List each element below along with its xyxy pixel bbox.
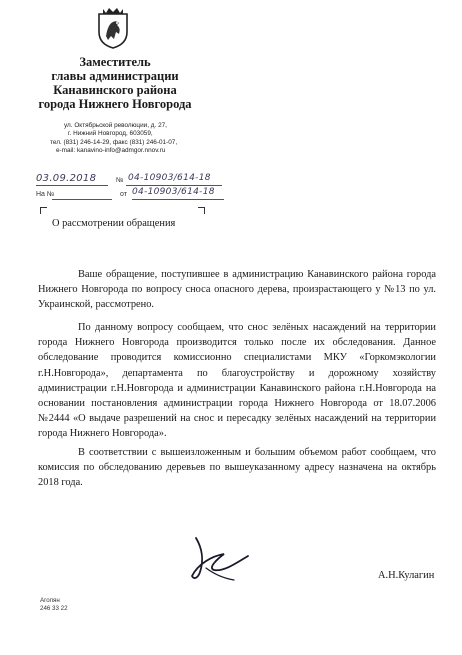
executor-phone: 246 33 22 bbox=[40, 604, 68, 612]
subject-bracket-right bbox=[198, 207, 205, 214]
subject-bracket-left bbox=[40, 207, 47, 214]
registration-number-label: № bbox=[116, 177, 124, 184]
underline bbox=[126, 185, 222, 186]
address-line: e-mail: kanavino-info@admgor.nnov.ru bbox=[56, 147, 166, 155]
handwritten-signature bbox=[178, 528, 258, 588]
reference-label: На № bbox=[36, 191, 55, 198]
registration-number: 04-10903/614-18 bbox=[128, 173, 211, 183]
coat-of-arms-icon bbox=[96, 6, 130, 50]
letterhead-line: города Нижнего Новгорода bbox=[38, 97, 192, 111]
reference-value: 04-10903/614-18 bbox=[132, 187, 215, 197]
address-line: г. Нижний Новгород, 603059, bbox=[68, 130, 153, 138]
registration-date: 03.09.2018 bbox=[36, 173, 97, 184]
underline bbox=[132, 199, 224, 200]
subject-line: О рассмотрении обращения bbox=[52, 218, 176, 229]
paragraph: В соответствии с вышеизложенным и большим объемом работ сообщаем, что комиссия по обследованию деревьев по вышеуказанному адресу назначена на октябрь 2018 года. bbox=[38, 447, 436, 489]
address-line: тел. (831) 246-14-29, факс (831) 246-01-07, bbox=[50, 138, 178, 146]
signatory-name: А.Н.Кулагин bbox=[378, 570, 435, 581]
letterhead-line: Канавинского района bbox=[53, 83, 177, 97]
executor-name: Агопян bbox=[40, 597, 60, 604]
letter-body bbox=[38, 267, 436, 490]
address-line: ул. Октябрьской революции, д. 27, bbox=[64, 122, 167, 129]
underline bbox=[52, 199, 112, 200]
executor-block bbox=[40, 597, 68, 612]
registration-row-2 bbox=[36, 188, 226, 202]
underline bbox=[36, 185, 108, 186]
letterhead-line: Заместитель bbox=[79, 55, 151, 69]
paragraph: Ваше обращение, поступившее в администрацию Канавинского района города Нижнего Новгорода по вопросу сноса опасного дерева, произрастающего у №13 по ул. Украинской, рассмотрено. bbox=[38, 269, 436, 311]
letterhead-address bbox=[48, 122, 218, 156]
paragraph: По данному вопросу сообщаем, что снос зелёных насаждений на территории города Нижнего Новгорода производится только после их обследования. Данное обследование проводится комиссионно специалистами МКУ «Горкомэкологии г.Н.Новгорода», департамента по благоустройству и дорожному хозяйству администрации г.Н.Новгорода и администрации Канавинского района г.Н.Новгорода на основании постановления администрации города Нижнего Новгорода от 18.07.2006 №2444 «О выдаче разрешений на снос и пересадку зелёных насаждений на территории города Нижнего Новгорода». bbox=[38, 322, 436, 439]
from-label: от bbox=[120, 191, 127, 198]
registration-row-1 bbox=[36, 173, 226, 187]
letterhead-title bbox=[20, 55, 210, 111]
letterhead-line: главы администрации bbox=[51, 69, 179, 83]
